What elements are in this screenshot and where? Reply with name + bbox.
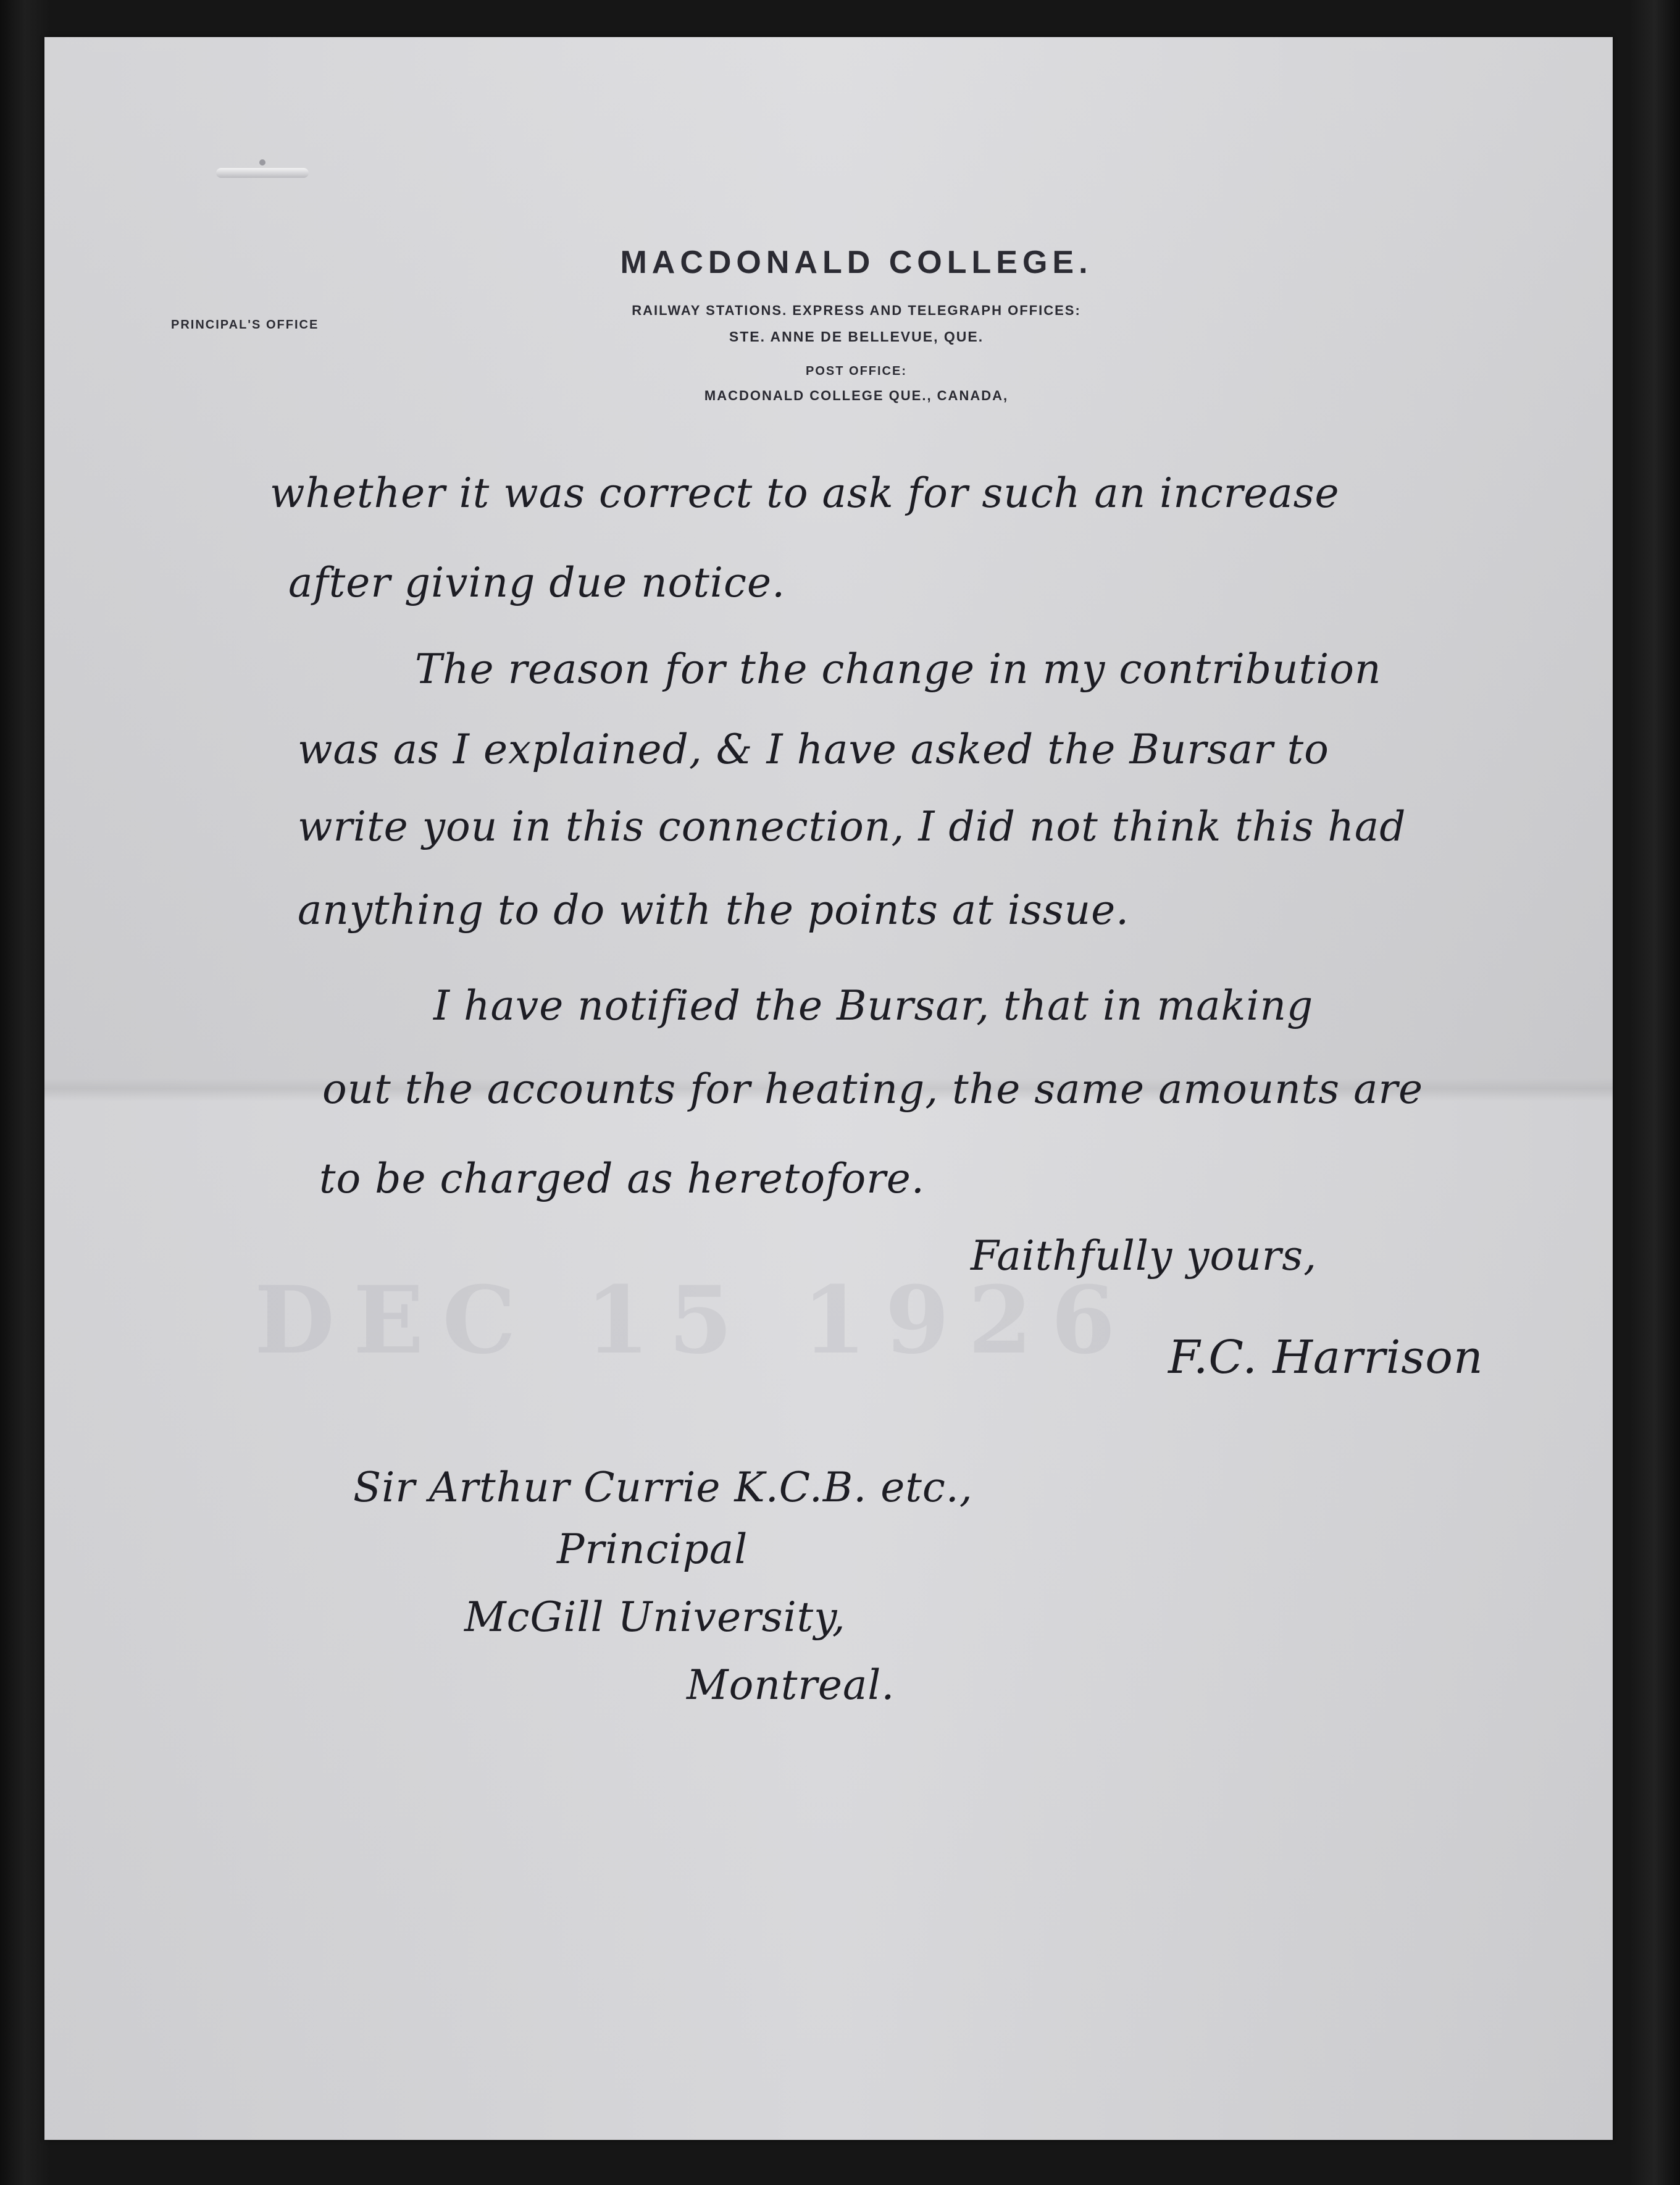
- body-line-5: write you in this connection, I did not think this had: [298, 803, 1406, 850]
- body-line-8: out the accounts for heating, the same amounts are: [322, 1065, 1424, 1113]
- letterhead-office: PRINCIPAL'S OFFICE: [171, 318, 319, 332]
- addressee-title: Principal: [557, 1525, 748, 1573]
- body-line-4: was as I explained, & I have asked the Bursar to: [298, 726, 1329, 773]
- letterhead-stations-line: RAILWAY STATIONS. EXPRESS AND TELEGRAPH OFFICES:: [632, 303, 1081, 318]
- body-line-6: anything to do with the points at issue.: [298, 886, 1130, 934]
- signature: F.C. Harrison: [1168, 1331, 1484, 1384]
- letter-page: [44, 37, 1613, 2140]
- letterhead-post-office-label: POST OFFICE:: [806, 364, 907, 378]
- letterhead-stations-place: STE. ANNE DE BELLEVUE, QUE.: [729, 329, 984, 345]
- body-line-7: I have notified the Bursar, that in making: [433, 982, 1314, 1030]
- closing: Faithfully yours,: [971, 1232, 1318, 1280]
- body-line-1: whether it was correct to ask for such an increase: [270, 469, 1340, 517]
- addressee-name: Sir Arthur Currie K.C.B. etc.,: [353, 1464, 973, 1511]
- pin-hole-mark: [259, 159, 265, 166]
- addressee-city: Montreal.: [687, 1661, 895, 1709]
- letterhead-post-office-address: MACDONALD COLLEGE QUE., CANADA,: [704, 388, 1009, 403]
- staple-hole-mark: [216, 168, 309, 178]
- body-line-2: after giving due notice.: [288, 559, 786, 606]
- body-line-3: The reason for the change in my contribution: [415, 645, 1382, 693]
- bleed-through-stamp: DEC 15 1926: [254, 1266, 1134, 1375]
- letterhead-title: MACDONALD COLLEGE.: [620, 245, 1093, 280]
- addressee-institution: McGill University,: [464, 1593, 846, 1641]
- body-line-9: to be charged as heretofore.: [319, 1155, 925, 1202]
